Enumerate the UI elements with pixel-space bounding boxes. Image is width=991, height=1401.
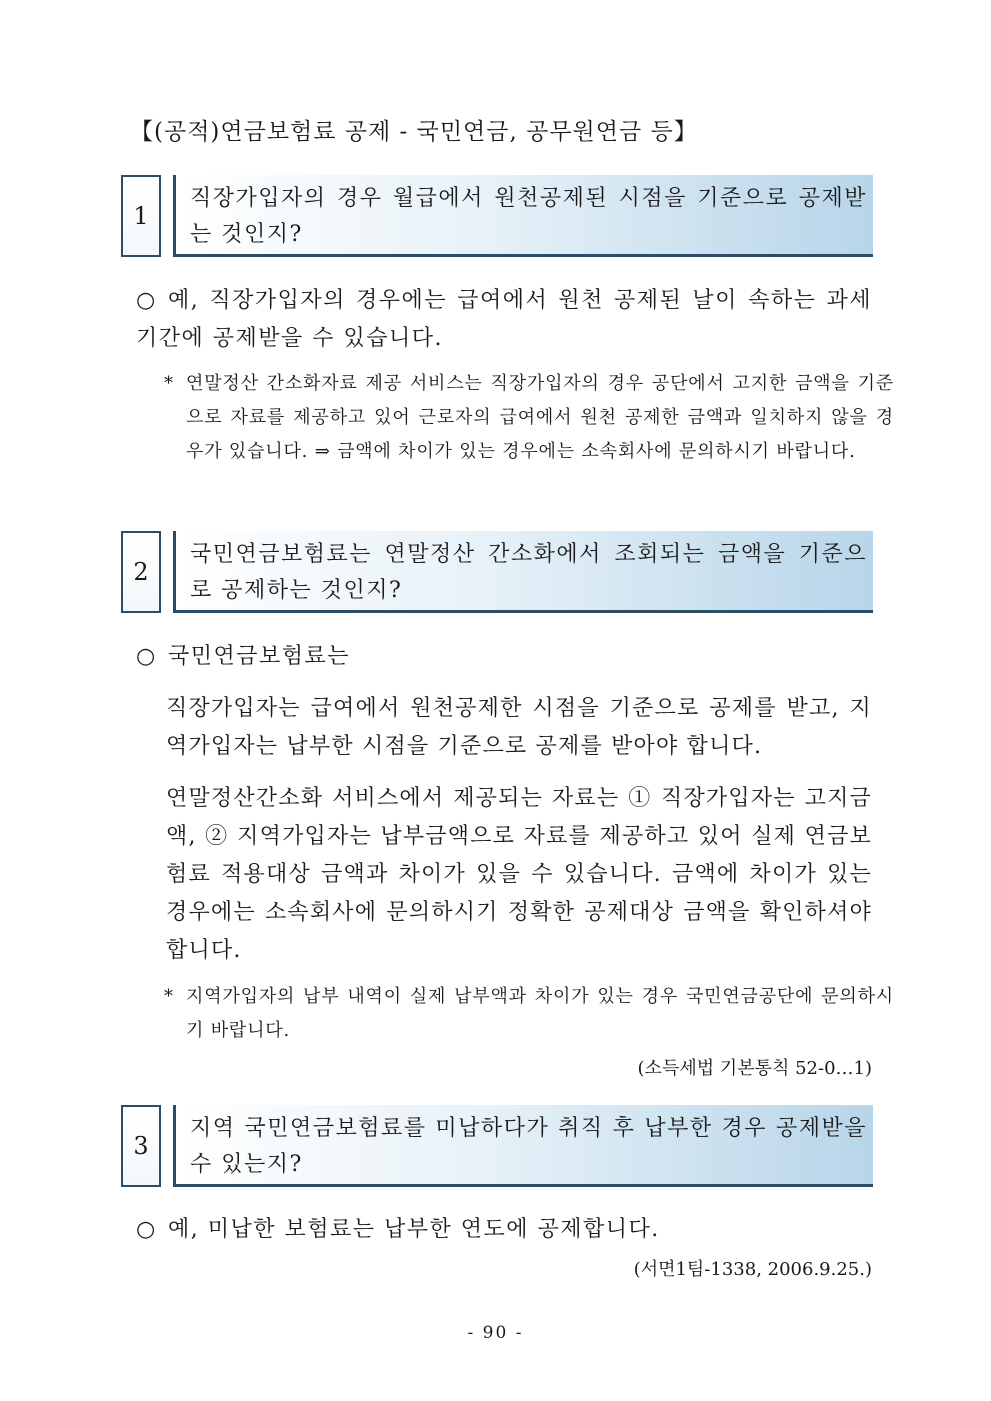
section-title: 【(공적)연금보험료 공제 - 국민연금, 공무원연금 등】 [130,119,698,145]
answer-2-paragraph-2: 연말정산간소화 서비스에서 제공되는 자료는 ① 직장가입자는 고지금액, ② 지역가입자는 납부금액으로 자료를 제공하고 있어 실제 연금보험료 적용대상 금액과 차이가 있을 수 있습니다. 금액에 차이가 있는 경우에는 소속회사에 문의하시기 정확한 공제대상 금액을 확인하셔야 합니다. [166,786,872,963]
answer-3 [136,1211,872,1249]
bullet-circle-icon: ○ [136,288,157,313]
note-text: 지역가입자의 납부 내역이 실제 납부액과 차이가 있는 경우 국민연금공단에 문의하시기 바랍니다. [186,986,894,1041]
answer-2-paragraph-1: 직장가입자는 급여에서 원천공제한 시점을 기준으로 공제를 받고, 지역가입자는 납부한 시점을 기준으로 공제를 받아야 합니다. [166,696,872,759]
question-text: 지역 국민연금보험료를 미납하다가 취직 후 납부한 경우 공제받을 수 있는지? [173,1105,873,1187]
question-box-3 [121,1105,873,1187]
reference-citation: (소득세법 기본통칙 52-0…1) [637,1058,872,1079]
question-number: 1 [121,175,161,257]
answer-text: 예, 미납한 보험료는 납부한 연도에 공제합니다. [168,1217,660,1242]
note-2 [164,980,894,1048]
note-asterisk: * [164,986,174,1007]
note-text: 연말정산 간소화자료 제공 서비스는 직장가입자의 경우 공단에서 고지한 금액을 기준으로 자료를 제공하고 있어 근로자의 급여에서 원천 공제한 금액과 일치하지 않을 경우가 있습니다. ⇒ 금액에 차이가 있는 경우에는 소속회사에 문의하시기 바랍니다. [186,373,894,462]
question-box-2 [121,531,873,613]
answer-1 [136,282,872,358]
answer-text: 국민연금보험료는 [168,644,351,669]
question-text: 국민연금보험료는 연말정산 간소화에서 조회되는 금액을 기준으로 공제하는 것인지? [173,531,873,613]
bullet-circle-icon: ○ [136,1217,157,1242]
note-asterisk: * [164,373,174,394]
page-number: - 90 - [467,1323,524,1343]
reference-citation: (서면1팀-1338, 2006.9.25.) [633,1259,872,1280]
note-1 [164,367,894,469]
question-number: 2 [121,531,161,613]
answer-text: 예, 직장가입자의 경우에는 급여에서 원천 공제된 날이 속하는 과세기간에 공제받을 수 있습니다. [136,288,872,351]
question-box-1 [121,175,873,257]
question-text: 직장가입자의 경우 월급에서 원천공제된 시점을 기준으로 공제받는 것인지? [173,175,873,257]
question-number: 3 [121,1105,161,1187]
bullet-circle-icon: ○ [136,644,157,669]
answer-2 [136,638,872,676]
